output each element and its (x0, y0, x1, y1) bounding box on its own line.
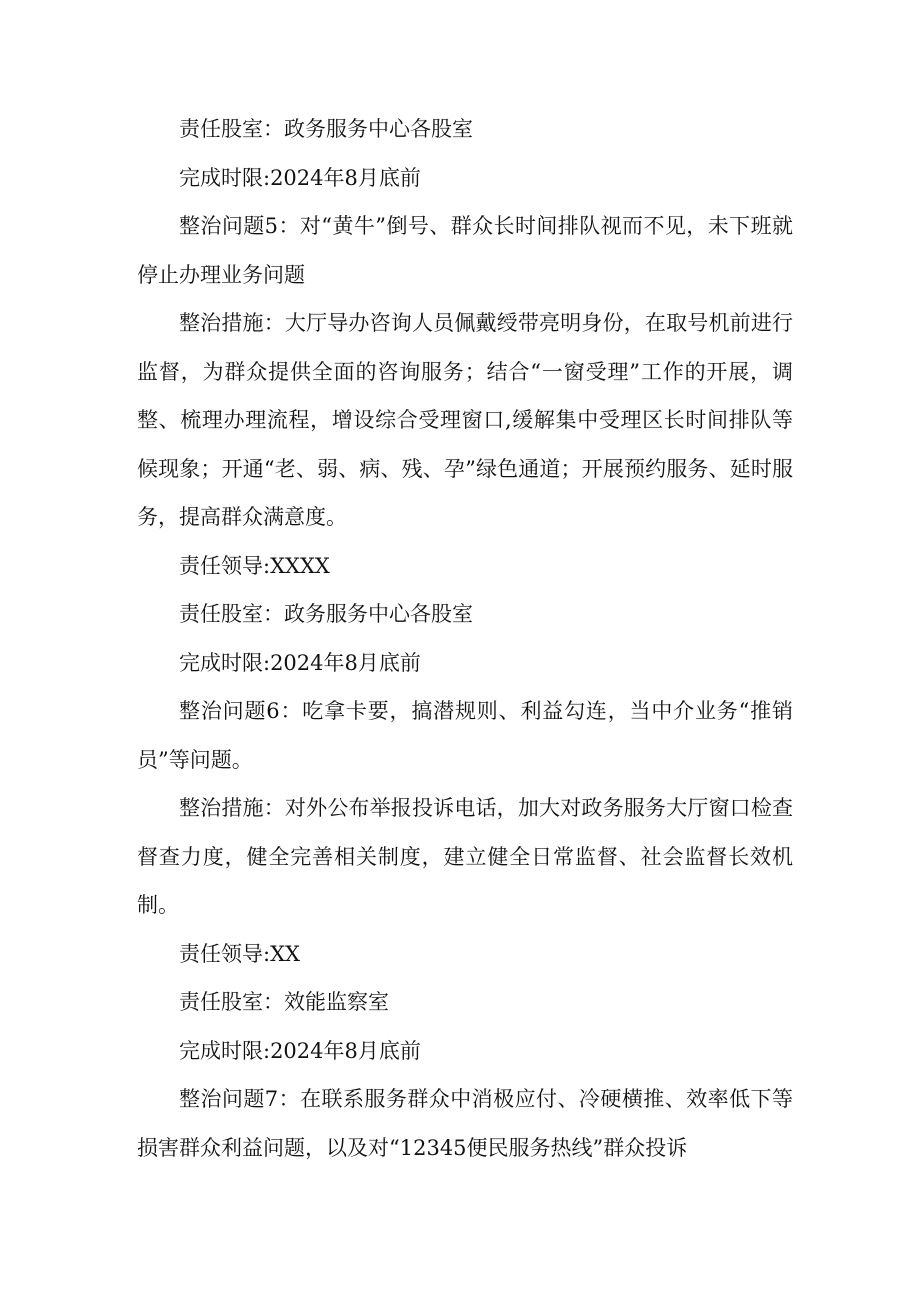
paragraph-deadline-1: 完成时限:2024年8月底前 (179, 165, 421, 190)
paragraph-issue-6: 整治问题6：吃拿卡要，搞潜规则、利益勾连，当中介业务“推销员”等问题。 (137, 699, 793, 772)
paragraph-responsible-leader-6: 责任领导:XX (179, 941, 300, 966)
document-body (137, 105, 793, 1172)
paragraph-responsible-office-6: 责任股室：效能监察室 (179, 990, 389, 1014)
paragraph-responsible-office-1: 责任股室：政务服务中心各股室 (179, 117, 473, 141)
paragraph-issue-5: 整治问题5：对“黄牛”倒号、群众长时间排队视而不见，未下班就停止办理业务问题 (137, 214, 793, 287)
paragraph-measures-5: 整治措施：大厅导办咨询人员佩戴绶带亮明身份，在取号机前进行监督，为群众提供全面的咨询服务；结合“一窗受理”工作的开展，调整、梳理办理流程，增设综合受理窗口,缓解集中受理区长时间排队等候现象；开通“老、弱、病、残、孕”绿色通道；开展预约服务、延时服务，提高群众满意度。 (137, 311, 793, 529)
paragraph-deadline-6: 完成时限:2024年8月底前 (179, 1038, 421, 1063)
paragraph-responsible-office-5: 责任股室：政务服务中心各股室 (179, 602, 473, 626)
paragraph-issue-7: 整治问题7：在联系服务群众中消极应付、冷硬横推、效率低下等损害群众利益问题，以及对“12345便民服务热线”群众投诉 (137, 1087, 793, 1160)
paragraph-responsible-leader-5: 责任领导:XXXX (179, 553, 330, 578)
paragraph-deadline-5: 完成时限:2024年8月底前 (179, 650, 421, 675)
paragraph-measures-6: 整治措施：对外公布举报投诉电话，加大对政务服务大厅窗口检查督查力度，健全完善相关制度，建立健全日常监督、社会监督长效机制。 (137, 796, 793, 917)
